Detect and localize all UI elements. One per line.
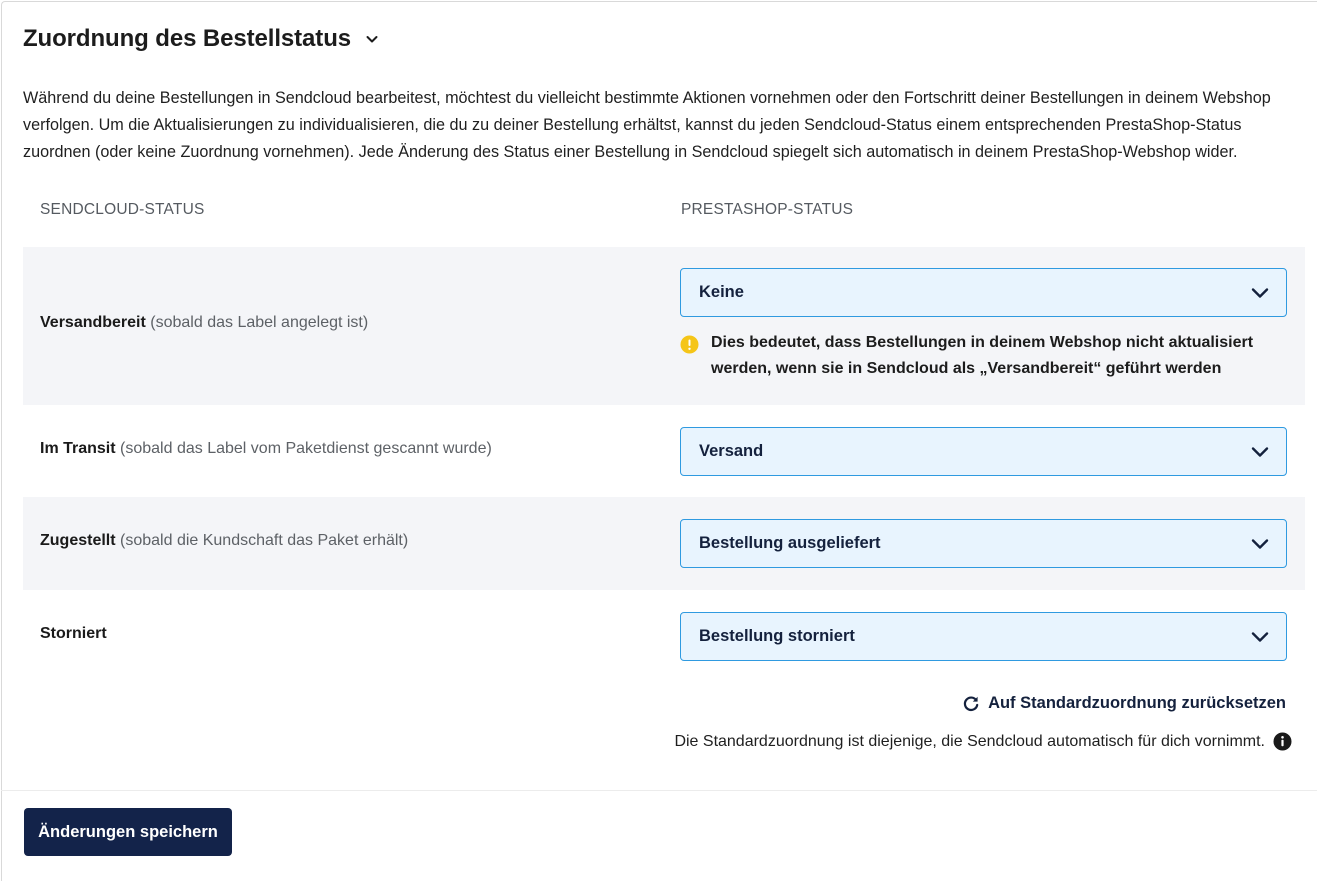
info-icon[interactable] xyxy=(1273,732,1292,751)
status-hint: (sobald das Label angelegt ist) xyxy=(150,314,369,331)
chevron-down-icon xyxy=(1250,535,1270,553)
status-name: Storniert xyxy=(40,625,107,642)
prestashop-status-select[interactable] xyxy=(680,519,1287,568)
reset-to-default-link[interactable] xyxy=(962,694,1286,713)
chevron-down-icon xyxy=(1250,628,1270,646)
prestashop-status-select[interactable] xyxy=(680,268,1287,317)
select-value: Bestellung storniert xyxy=(699,627,855,645)
status-row-storniert xyxy=(23,590,1305,680)
select-value: Versand xyxy=(699,442,764,460)
status-name: Im Transit xyxy=(40,440,116,457)
chevron-down-icon xyxy=(1250,284,1270,302)
row-label xyxy=(40,532,408,550)
mapping-warning xyxy=(680,330,1280,382)
section-title: Zuordnung des Bestellstatus xyxy=(23,25,352,52)
footer-divider xyxy=(1,790,1317,791)
reset-label: Auf Standardzuordnung zurücksetzen xyxy=(988,694,1286,712)
chevron-down-icon xyxy=(1250,443,1270,461)
row-label xyxy=(40,440,492,458)
standard-mapping-note xyxy=(674,732,1292,751)
select-value: Keine xyxy=(699,283,744,301)
prestashop-status-select[interactable] xyxy=(680,427,1287,476)
chevron-down-icon xyxy=(365,32,379,46)
standard-note-text: Die Standardzuordnung ist diejenige, die Sendcloud automatisch für dich vornimmt. xyxy=(674,732,1265,750)
section-toggle[interactable] xyxy=(23,22,379,56)
prestashop-status-select[interactable] xyxy=(680,612,1287,661)
select-value: Bestellung ausgeliefert xyxy=(699,534,881,552)
status-name: Versandbereit xyxy=(40,314,146,331)
status-row-zugestellt xyxy=(23,497,1305,590)
status-name: Zugestellt xyxy=(40,532,116,549)
refresh-icon xyxy=(962,695,980,713)
status-hint: (sobald die Kundschaft das Paket erhält) xyxy=(120,532,409,549)
warning-icon xyxy=(680,335,699,354)
section-description: Während du deine Bestellungen in Sendcloud bearbeitest, möchtest du vielleicht bestimmte Aktionen vornehmen oder den Fortschritt deiner Bestellungen in deinem Webshop verfolgen. Um die Aktualisierungen zu individualisieren, die du zu deiner Bestellung erhältst, kannst du jeden Sendcloud-Status einem entsprechenden PrestaShop-Status zuordnen (oder keine Zuordnung vornehmen). Jede Änderung des Status einer Bestellung in Sendcloud spiegelt sich automatisch in deinem PrestaShop-Webshop wider. xyxy=(23,89,1271,161)
column-header-prestashop: PRESTASHOP-STATUS xyxy=(681,201,854,218)
status-row-versandbereit xyxy=(23,247,1305,405)
save-changes-button[interactable]: Änderungen speichern xyxy=(24,808,232,856)
row-label xyxy=(40,314,368,332)
column-header-sendcloud: SENDCLOUD-STATUS xyxy=(40,201,205,218)
status-hint: (sobald das Label vom Paketdienst gescannt wurde) xyxy=(120,440,492,457)
warning-text: Dies bedeutet, dass Bestellungen in deinem Webshop nicht aktualisiert werden, wenn sie in Sendcloud als „Versandbereit“ geführt werden xyxy=(711,334,1254,377)
row-label xyxy=(40,625,107,643)
status-row-im-transit xyxy=(23,405,1305,497)
